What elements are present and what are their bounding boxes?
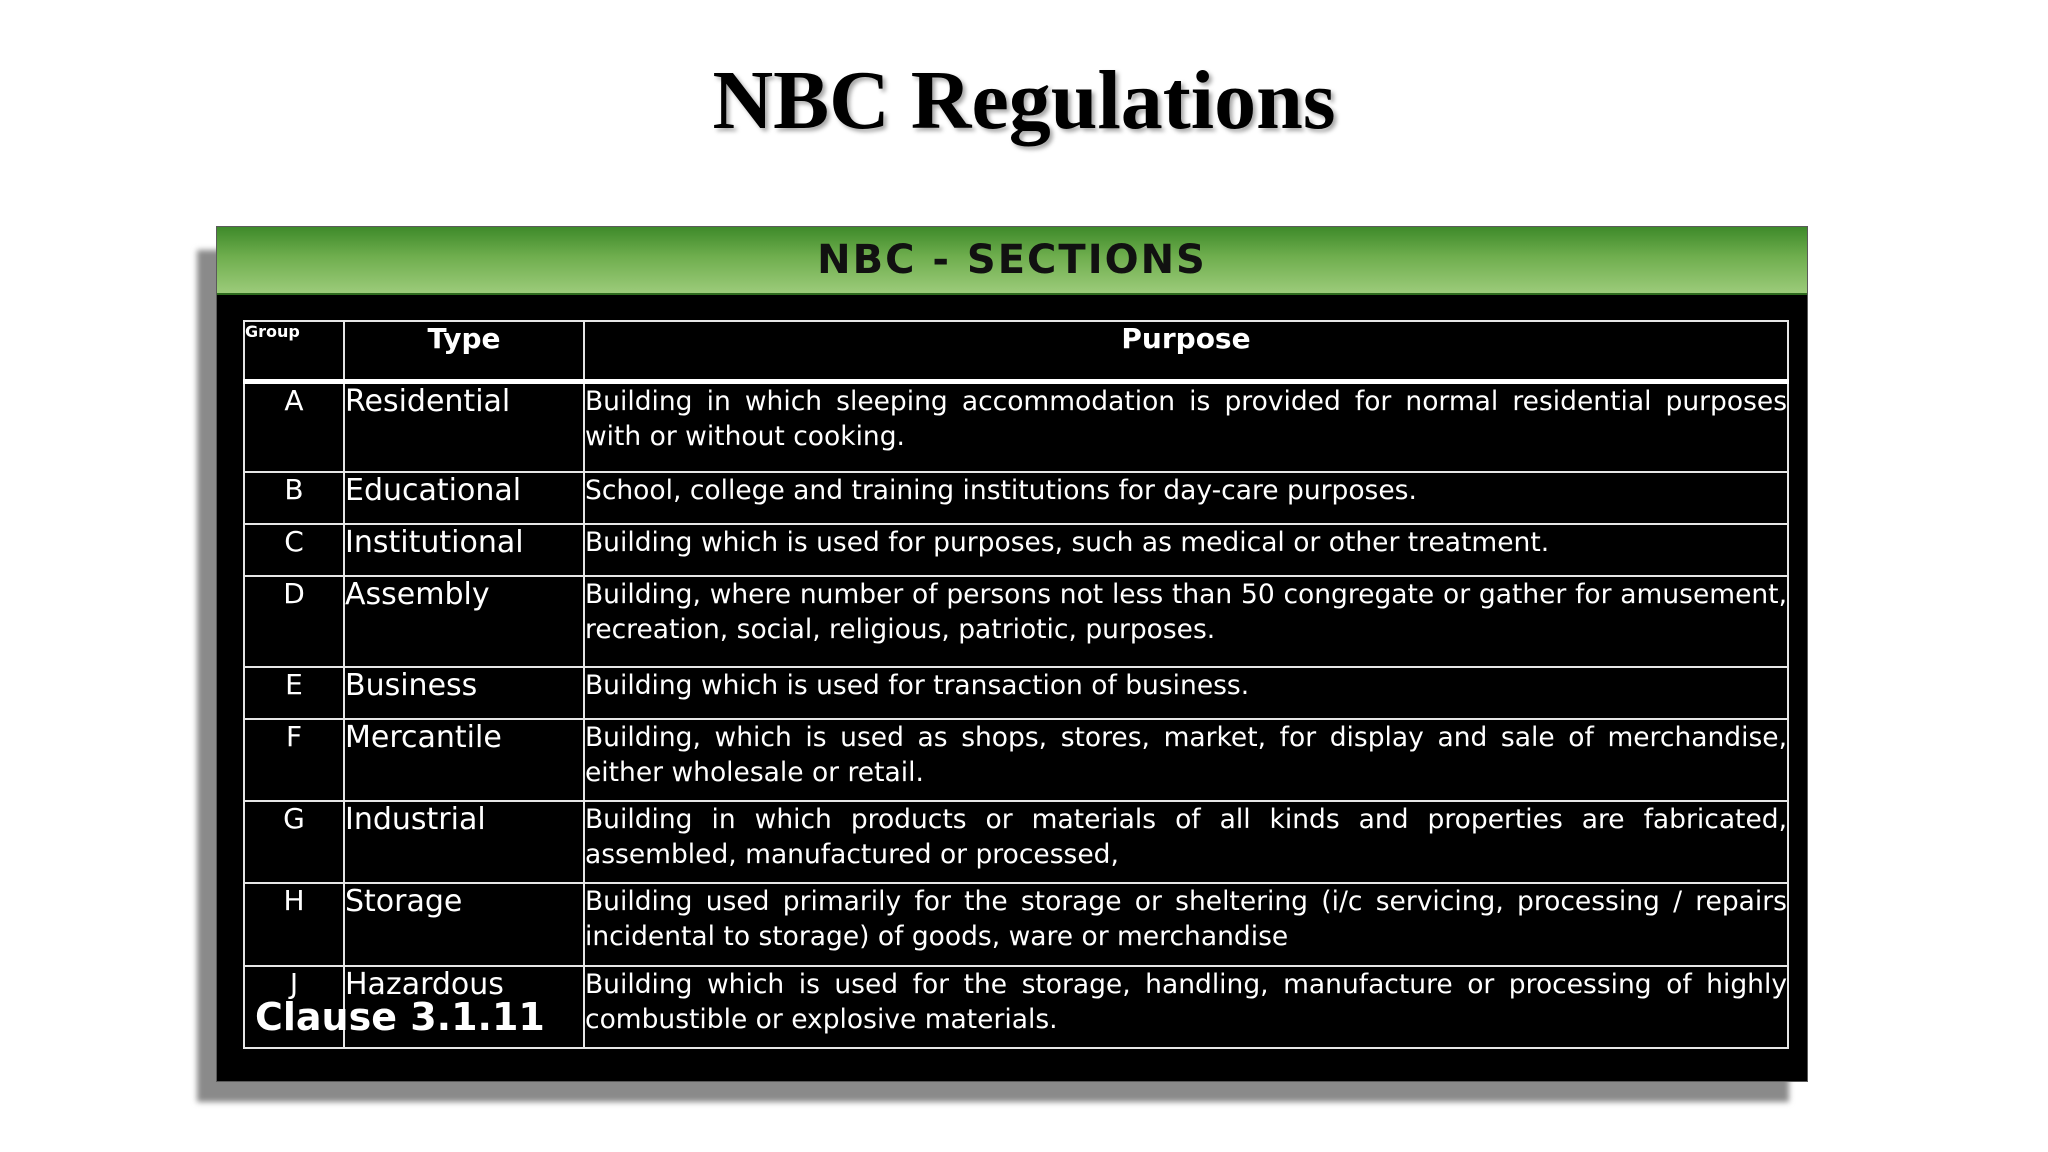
column-header-group: Group (244, 321, 344, 382)
cell-group: G (244, 801, 344, 883)
cell-type: Mercantile (344, 719, 584, 801)
cell-group: A (244, 382, 344, 472)
cell-type: Residential (344, 382, 584, 472)
table-row (244, 801, 1788, 883)
cell-group: F (244, 719, 344, 801)
cell-type: Hazardous (344, 966, 584, 1048)
cell-group: H (244, 883, 344, 966)
nbc-sections-table (243, 320, 1789, 1049)
cell-purpose: Building, which is used as shops, stores, market, for display and sale of merchandise, either wholesale or retail. (584, 719, 1788, 801)
cell-purpose: Building in which sleeping accommodation is provided for normal residential purposes with or without cooking. (584, 382, 1788, 472)
table-row (244, 883, 1788, 966)
cell-purpose: Building, where number of persons not less than 50 congregate or gather for amusement, recreation, social, religious, patriotic, purposes. (584, 576, 1788, 667)
table-row (244, 524, 1788, 576)
table-row (244, 719, 1788, 801)
cell-type: Storage (344, 883, 584, 966)
cell-group: B (244, 472, 344, 524)
cell-purpose: Building which is used for the storage, handling, manufacture or processing of highly combustible or explosive materials. (584, 966, 1788, 1048)
table-header-row (244, 321, 1788, 382)
cell-purpose: Building which is used for transaction of business. (584, 667, 1788, 719)
cell-type: Business (344, 667, 584, 719)
cell-group: D (244, 576, 344, 667)
cell-type: Industrial (344, 801, 584, 883)
panel-header (217, 227, 1807, 295)
cell-group: J (244, 966, 344, 1048)
column-header-type: Type (344, 321, 584, 382)
column-header-purpose: Purpose (584, 321, 1788, 382)
clause-reference: Clause 3.1.11 (255, 995, 545, 1039)
table-row (244, 472, 1788, 524)
cell-type: Assembly (344, 576, 584, 667)
cell-group: C (244, 524, 344, 576)
cell-purpose: Building in which products or materials of all kinds and properties are fabricated, assembled, manufactured or processed, (584, 801, 1788, 883)
cell-purpose: Building which is used for purposes, such as medical or other treatment. (584, 524, 1788, 576)
table-row (244, 382, 1788, 472)
nbc-sections-panel (216, 226, 1808, 1082)
panel-header-title: NBC - SECTIONS (817, 237, 1207, 283)
slide-title: NBC Regulations (712, 54, 1336, 147)
cell-purpose: School, college and training institutions for day-care purposes. (584, 472, 1788, 524)
cell-group: E (244, 667, 344, 719)
table-row (244, 667, 1788, 719)
cell-type: Educational (344, 472, 584, 524)
table-row (244, 576, 1788, 667)
cell-purpose: Building used primarily for the storage or sheltering (i/c servicing, processing / repairs incidental to storage) of goods, ware or merchandise (584, 883, 1788, 966)
cell-type: Institutional (344, 524, 584, 576)
